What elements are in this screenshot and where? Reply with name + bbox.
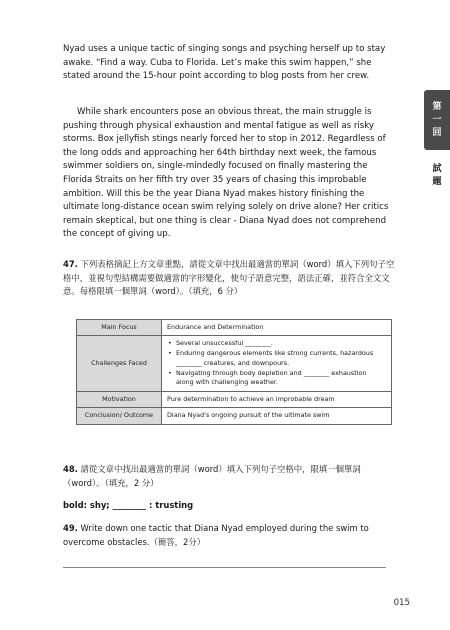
row-value bbox=[162, 336, 392, 392]
row-label: Main Focus bbox=[77, 320, 162, 336]
section-tab-char: 第 bbox=[432, 101, 442, 112]
question-text: 下列表格摘記上方文章重點，請從文章中找出最適當的單詞（word）填入下列句子空格中，並視句型結構需要做適當的字形變化，使句子語意完整，語法正確，並符合全文文意。每格限填一個單詞（word）。（填充，6 分） bbox=[63, 259, 395, 296]
answer-rule-line bbox=[63, 567, 386, 568]
list-item: • Enduring dangerous elements like strong currents, hazardous ________ creatures, and downpours. bbox=[176, 349, 386, 367]
row-label: Motivation bbox=[77, 392, 162, 408]
section-label-char: 題 bbox=[432, 177, 442, 187]
question-48 bbox=[63, 463, 398, 490]
question-number: 49. bbox=[63, 523, 78, 533]
row-value: Endurance and Determination bbox=[162, 320, 392, 336]
table-row bbox=[77, 336, 392, 392]
list-item: • Several unsuccessful ________. bbox=[176, 339, 386, 348]
summary-table bbox=[76, 319, 392, 425]
question-47 bbox=[63, 258, 398, 299]
page-number: 015 bbox=[393, 598, 410, 608]
passage-paragraph-2: While shark encounters pose an obvious threat, the main struggle is pushing through physical exhaustion and mental fatigue as well as risky storms. Box jellyfish stings nearly forced her to stop in 2012. Regardless of the long odds and approaching her 64th birthday next week, the famous swimmer soldiers on, single-mindedly focused on finally mastering the Florida Straits on her fifth try over 35 years of chasing this improbable ambition. Will this be the year Diana Nyad makes history finishing the ultimate long-distance ocean swim relying solely on drive alone? Her critics remain skeptical, but one thing is clear - Diana Nyad does not comprehend the concept of giving up. bbox=[63, 107, 389, 240]
row-value: Diana Nyad's ongoing pursuit of the ultimate swim bbox=[162, 408, 392, 424]
table-row bbox=[77, 320, 392, 336]
section-label-char: 試 bbox=[432, 164, 442, 174]
section-label bbox=[430, 163, 444, 189]
question-text: 請從文章中找出最適當的單詞（word）填入下列句子空格中，限填一個單詞（word）。（填充，2 分） bbox=[63, 464, 361, 488]
question-49 bbox=[63, 522, 398, 549]
question-number: 47. bbox=[63, 259, 78, 269]
question-text: Write down one tactic that Diana Nyad employed during the swim to overcome obstacles.（簡答，2分） bbox=[63, 523, 369, 547]
row-label: Conclusion/ Outcome bbox=[77, 408, 162, 424]
analogy-answer-line: bold: shy; ________ : trusting bbox=[63, 500, 194, 510]
passage-paragraph-1: Nyad uses a unique tactic of singing songs and psyching herself up to stay awake. “Find a way. Cuba to Florida. Let’s make this swim happen,” she stated around the 15-hour point according to blog posts from her crew. bbox=[63, 44, 386, 82]
table-row bbox=[77, 392, 392, 408]
challenges-list bbox=[167, 339, 386, 387]
question-number: 48. bbox=[63, 464, 78, 474]
table-row bbox=[77, 408, 392, 424]
row-value: Pure determination to achieve an improbable dream bbox=[162, 392, 392, 408]
list-item: • Navigating through body depletion and ________ exhaustion along with challenging weather. bbox=[176, 369, 386, 387]
section-tab-char: 回 bbox=[432, 127, 442, 138]
section-tab-char: 一 bbox=[432, 114, 442, 125]
row-label: Challenges Faced bbox=[77, 336, 162, 392]
section-tab bbox=[424, 90, 450, 150]
